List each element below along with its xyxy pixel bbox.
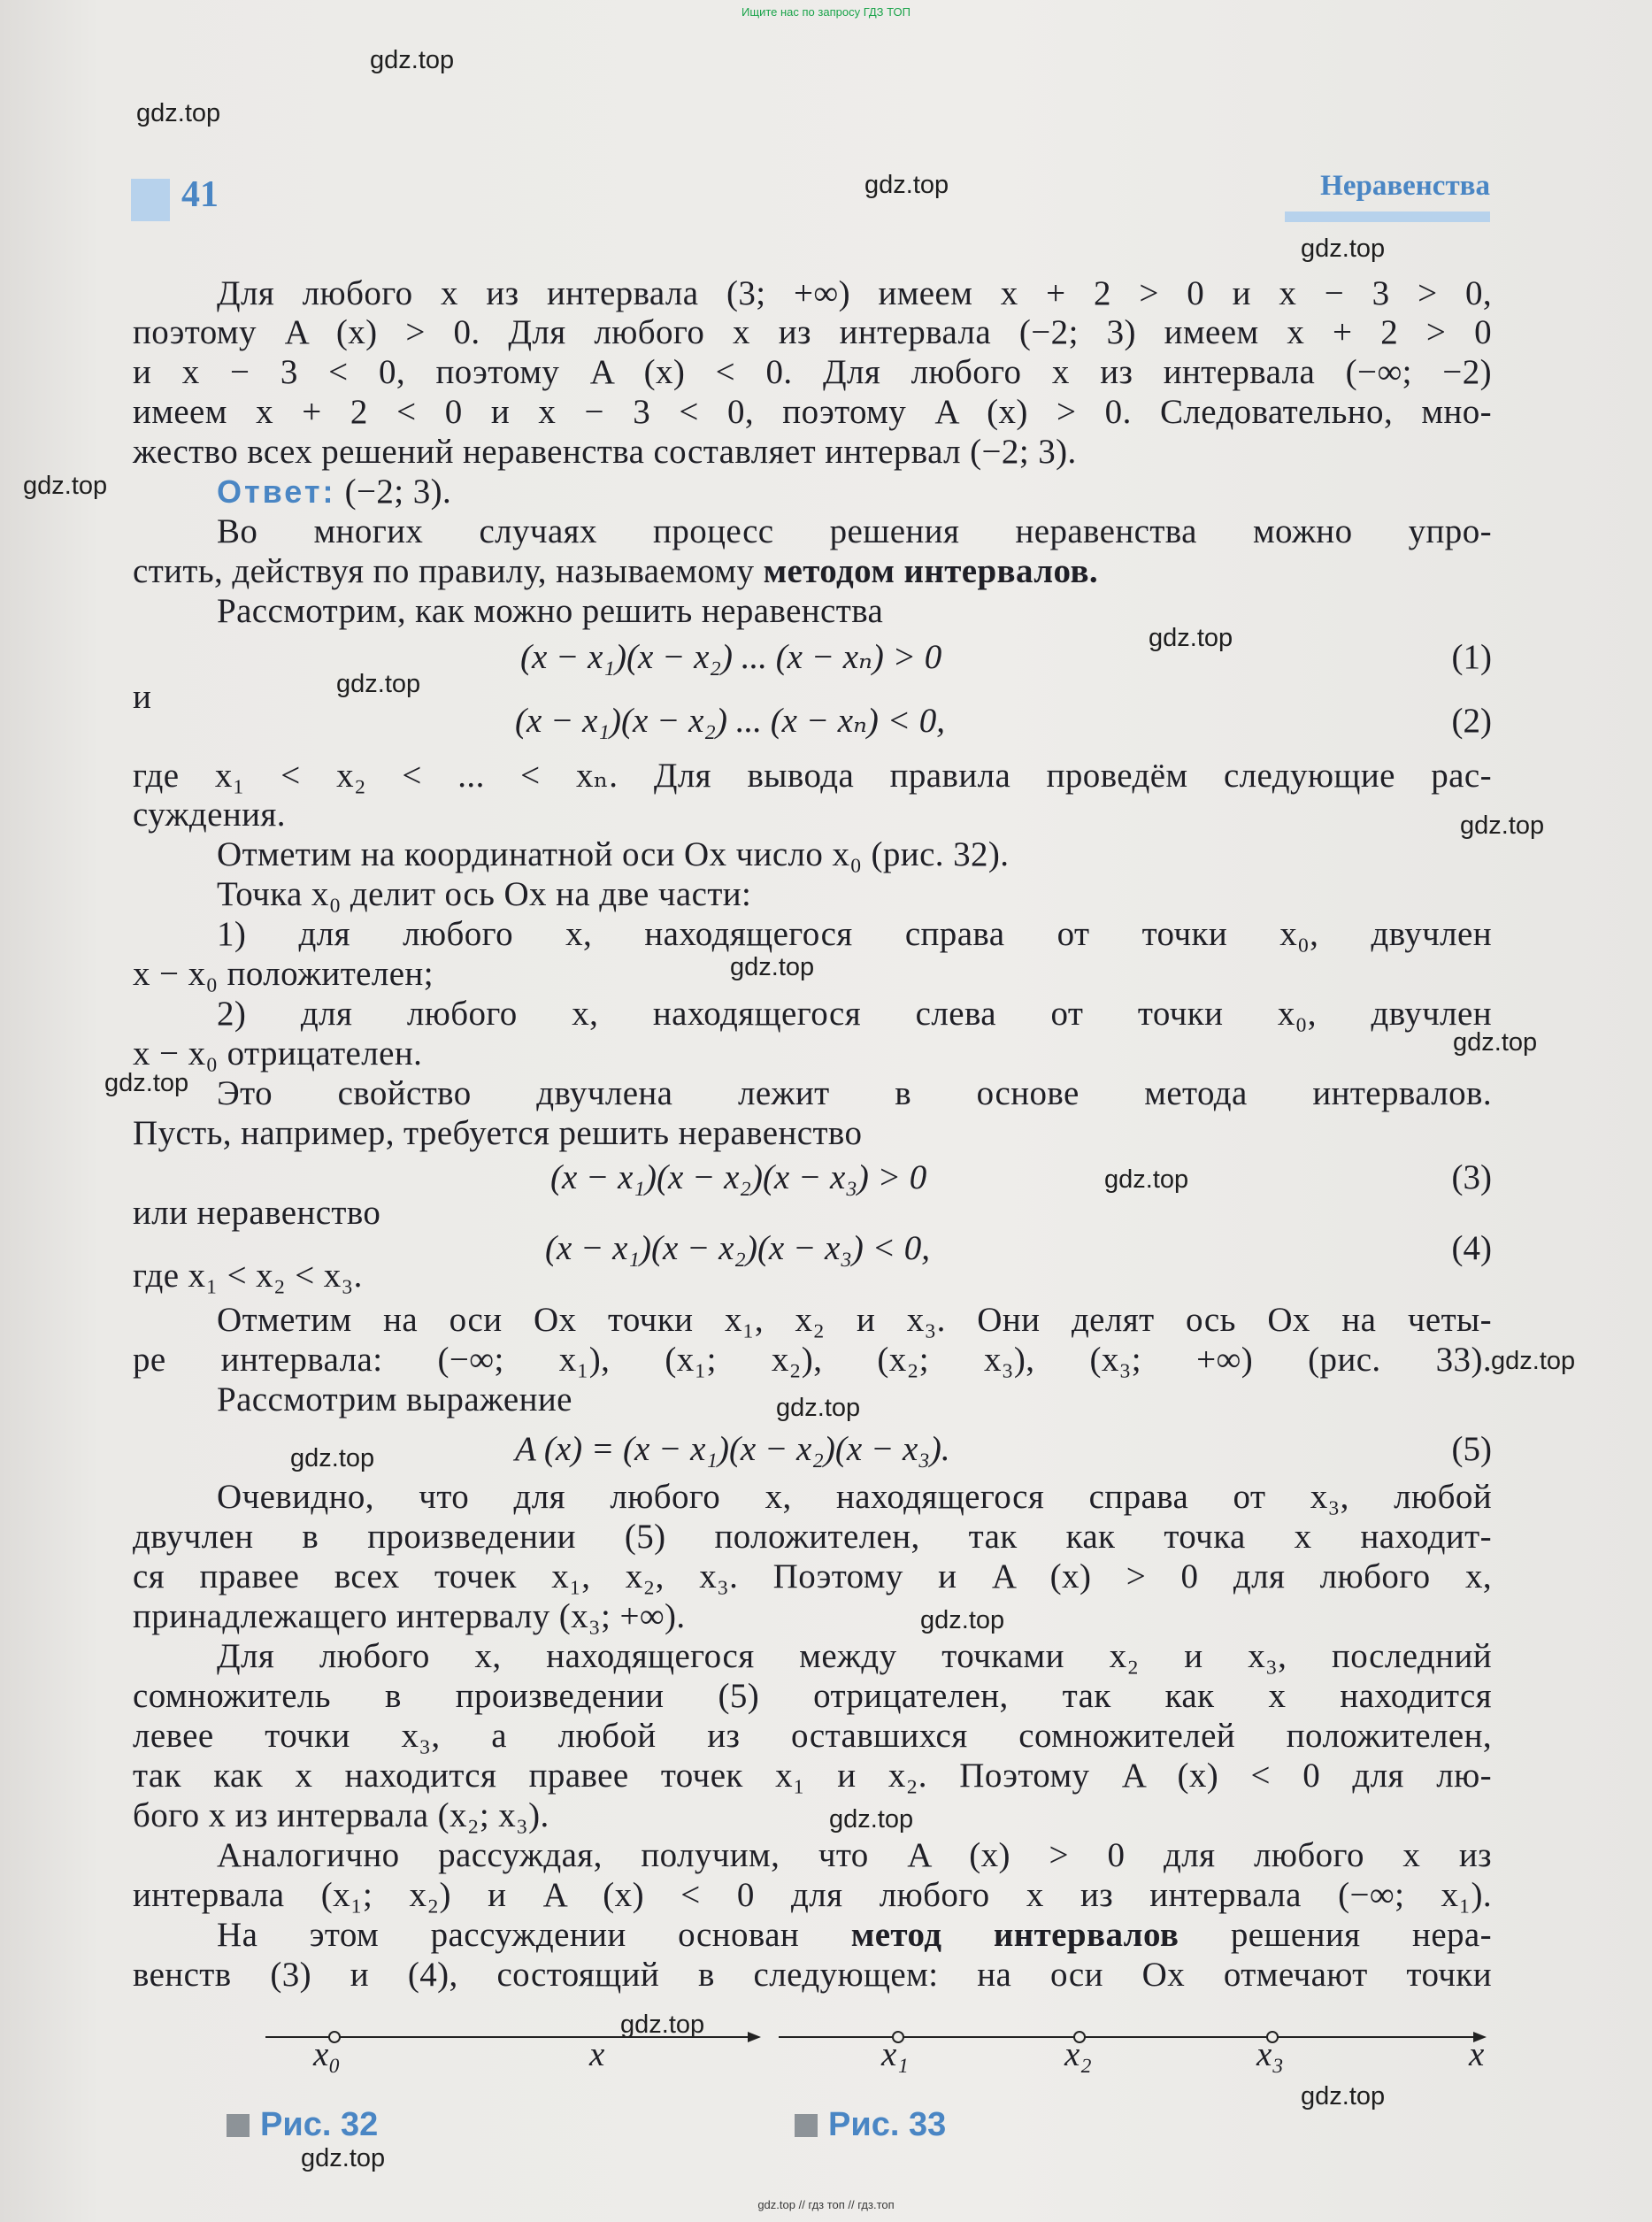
- figure-caption-33: [795, 2106, 946, 2144]
- caption-square-icon: [227, 2114, 250, 2137]
- text-line: бого x из интервала (x₂; x₃).: [133, 1796, 549, 1834]
- caption-text: Рис. 33: [828, 2106, 947, 2143]
- text-line: Отметим на координатной оси Ox число x₀ (рис. 32).: [217, 835, 1010, 873]
- answer-line: [217, 473, 1492, 511]
- point-label-x1: x₁: [881, 2035, 909, 2073]
- watermark: gdz.top: [301, 2144, 386, 2172]
- formula-3: (x − x₁)(x − x₂)(x − x₃) > 0: [550, 1158, 927, 1196]
- text-line: [217, 1916, 1492, 1955]
- point-label-x3: x₃: [1256, 2035, 1284, 2073]
- watermark: gdz.top: [1453, 1028, 1538, 1057]
- axis-label: x: [589, 2035, 605, 2073]
- text-line: двучлен в произведении (5) положителен, так как точка x находит-: [133, 1518, 1492, 1556]
- watermark: gdz.top: [864, 171, 949, 199]
- watermark: gdz.top: [920, 1606, 1005, 1634]
- bottom-note: gdz.top // гдз топ // гдз.топ: [757, 2198, 895, 2211]
- text-line: или неравенство: [133, 1194, 381, 1232]
- arrow-icon: [748, 2032, 761, 2042]
- watermark: gdz.top: [23, 472, 108, 500]
- equation-number-2: (2): [1451, 702, 1492, 740]
- term-method-of-intervals: метод интервалов: [850, 1916, 1179, 1954]
- text-line: и: [133, 678, 152, 716]
- watermark: gdz.top: [829, 1805, 914, 1834]
- text-line: где x₁ < x₂ < ... < xₙ. Для вывода правила проведём следующие рас-: [133, 757, 1492, 795]
- watermark: gdz.top: [1460, 811, 1545, 840]
- text-line: Аналогично рассуждая, получим, что A (x) > 0 для любого x из: [217, 1836, 1492, 1874]
- equation-number-5: (5): [1451, 1430, 1492, 1468]
- text-line: так как x находится правее точек x₁ и x₂. Поэтому A (x) < 0 для лю-: [133, 1757, 1492, 1795]
- formula-5: A (x) = (x − x₁)(x − x₂)(x − x₃).: [515, 1430, 950, 1468]
- watermark: gdz.top: [290, 1444, 375, 1472]
- watermark: gdz.top: [336, 670, 421, 698]
- text-line: суждения.: [133, 796, 286, 834]
- watermark: gdz.top: [1149, 624, 1233, 652]
- watermark: gdz.top: [1301, 235, 1386, 263]
- text-line: венств (3) и (4), состоящий в следующем: на оси Ox отмечают точки: [133, 1956, 1492, 1994]
- text-line: левее точки x₃, а любой из оставшихся сомножителей положителен,: [133, 1717, 1492, 1755]
- formula-2: (x − x₁)(x − x₂) ... (x − xₙ) < 0,: [515, 702, 945, 740]
- text-line: Для любого x, находящегося между точками x₂ и x₃, последний: [217, 1637, 1492, 1675]
- watermark: gdz.top: [1491, 1347, 1576, 1375]
- caption-square-icon: [795, 2114, 818, 2137]
- watermark: gdz.top: [730, 953, 815, 981]
- text-line: x − x₀ положителен;: [133, 955, 434, 993]
- point-label-x2: x₂: [1064, 2035, 1092, 2073]
- watermark: gdz.top: [104, 1069, 189, 1097]
- text-line: x − x₀ отрицателен.: [133, 1034, 423, 1073]
- text-fragment: На этом рассуждении основан: [217, 1916, 800, 1954]
- watermark: gdz.top: [136, 99, 221, 127]
- term-method-of-intervals: методом интервалов.: [763, 552, 1099, 590]
- watermark: gdz.top: [1104, 1165, 1189, 1194]
- text-line: Отметим на оси Ox точки x₁, x₂ и x₃. Они делят ось Ox на четы-: [217, 1301, 1492, 1339]
- watermark: gdz.top: [1301, 2082, 1386, 2111]
- text-line: интервала (x₁; x₂) и A (x) < 0 для любого x из интервала (−∞; x₁).: [133, 1876, 1492, 1914]
- text-line: имеем x + 2 < 0 и x − 3 < 0, поэтому A (x) > 0. Следовательно, мно-: [133, 393, 1492, 431]
- text-fragment: решения нера-: [1230, 1916, 1493, 1954]
- text-line: Очевидно, что для любого x, находящегося справа от x₃, любой: [217, 1478, 1492, 1516]
- formula-4: (x − x₁)(x − x₂)(x − x₃) < 0,: [545, 1229, 930, 1267]
- text-line: принадлежащего интервалу (x₃; +∞).: [133, 1597, 686, 1635]
- text-line: поэтому A (x) > 0. Для любого x из интервала (−2; 3) имеем x + 2 > 0: [133, 313, 1492, 351]
- text-line: 1) для любого x, находящегося справа от точки x₀, двучлен: [217, 915, 1492, 953]
- equation-number-4: (4): [1451, 1229, 1492, 1267]
- section-title: Неравенства: [1320, 170, 1490, 202]
- text-line: Это свойство двучлена лежит в основе метода интервалов.: [217, 1074, 1492, 1112]
- text-line: Рассмотрим выражение: [217, 1380, 572, 1419]
- text-line: Пусть, например, требуется решить неравенство: [133, 1114, 863, 1152]
- text-line: Рассмотрим, как можно решить неравенства: [217, 592, 884, 630]
- section-title-underline: [1285, 211, 1490, 222]
- point-label-x0: x₀: [313, 2035, 341, 2073]
- equation-number-1: (1): [1451, 638, 1492, 676]
- answer-value: (−2; 3).: [344, 473, 452, 511]
- watermark: gdz.top: [776, 1394, 861, 1422]
- page-number: 41: [181, 174, 219, 215]
- watermark: gdz.top: [620, 2011, 705, 2039]
- text-line: сомножитель в произведении (5) отрицателен, так как x находится: [133, 1677, 1492, 1715]
- text-line: Для любого x из интервала (3; +∞) имеем x + 2 > 0 и x − 3 > 0,: [217, 274, 1492, 312]
- caption-text: Рис. 32: [260, 2106, 379, 2143]
- watermark: gdz.top: [370, 46, 455, 74]
- text-line: ре интервала: (−∞; x₁), (x₁; x₂), (x₂; x₃), (x₃; +∞) (рис. 33).: [133, 1341, 1492, 1379]
- answer-label: Ответ:: [217, 473, 336, 510]
- page-number-marker: [131, 179, 170, 221]
- text-line: Точка x₀ делит ось Ox на две части:: [217, 875, 752, 913]
- text-line: Во многих случаях процесс решения неравенства можно упро-: [217, 512, 1492, 550]
- text-fragment: стить, действуя по правилу, называемому: [133, 552, 755, 590]
- equation-number-3: (3): [1451, 1158, 1492, 1196]
- text-line: и x − 3 < 0, поэтому A (x) < 0. Для любого x из интервала (−∞; −2): [133, 353, 1492, 391]
- figure-caption-32: [227, 2106, 378, 2144]
- text-line: ся правее всех точек x₁, x₂, x₃. Поэтому и A (x) > 0 для любого x,: [133, 1557, 1492, 1595]
- text-line: где x₁ < x₂ < x₃.: [133, 1257, 363, 1295]
- text-line: жество всех решений неравенства составляет интервал (−2; 3).: [133, 433, 1077, 471]
- text-line: 2) для любого x, находящегося слева от точки x₀, двучлен: [217, 995, 1492, 1033]
- top-note: Ищите нас по запросу ГДЗ ТОП: [741, 5, 911, 19]
- formula-1: (x − x₁)(x − x₂) ... (x − xₙ) > 0: [520, 638, 942, 676]
- text-line: [133, 552, 1492, 591]
- axis-label: x: [1469, 2035, 1485, 2073]
